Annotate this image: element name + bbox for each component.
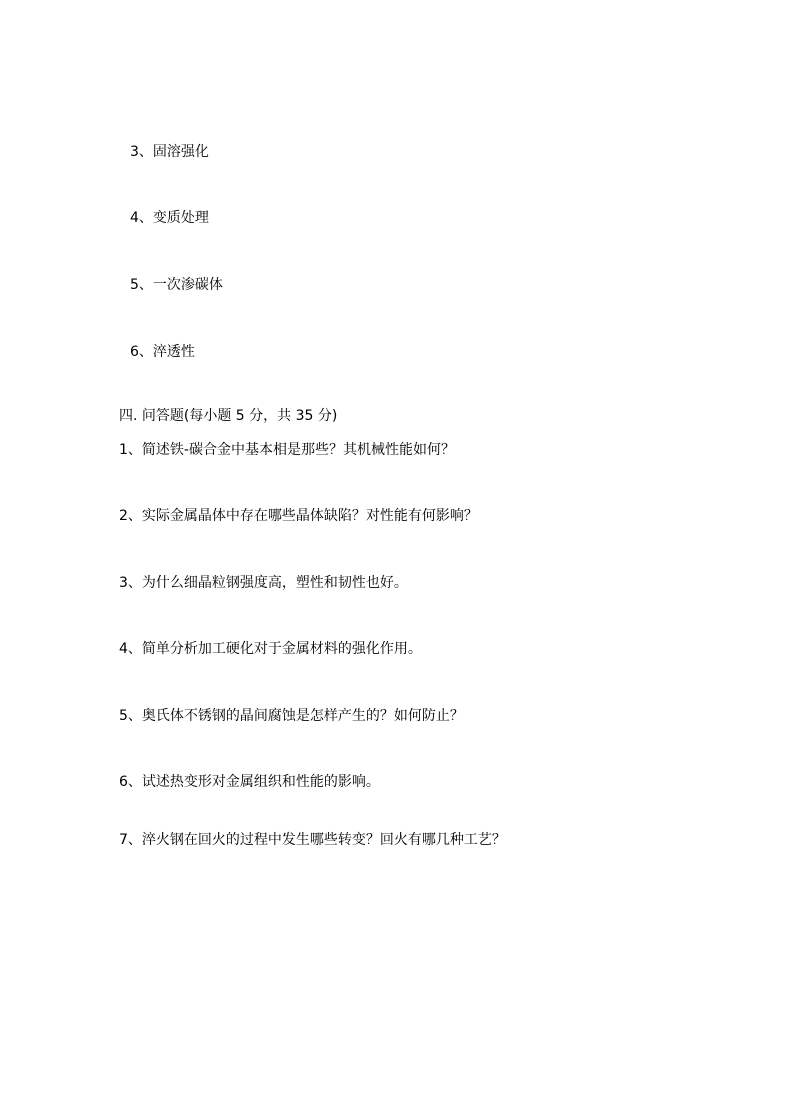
question-item: 6、试述热变形对金属组织和性能的影响。 bbox=[119, 774, 380, 790]
term-item: 3、固溶强化 bbox=[130, 144, 209, 160]
question-item: 3、为什么细晶粒钢强度高，塑性和韧性也好。 bbox=[119, 575, 408, 591]
question-item: 1、简述铁-碳合金中基本相是那些？其机械性能如何？ bbox=[119, 442, 455, 458]
term-item: 4、变质处理 bbox=[130, 210, 209, 226]
question-item: 5、奥氏体不锈钢的晶间腐蚀是怎样产生的？如何防止？ bbox=[119, 708, 464, 724]
question-item: 4、简单分析加工硬化对于金属材料的强化作用。 bbox=[119, 641, 422, 657]
term-item: 5、一次渗碳体 bbox=[130, 277, 223, 293]
section-heading: 四. 问答题(每小题 5 分，共 35 分) bbox=[119, 408, 338, 424]
question-item: 2、实际金属晶体中存在哪些晶体缺陷？对性能有何影响？ bbox=[119, 508, 478, 524]
question-item: 7、淬火钢在回火的过程中发生哪些转变？回火有哪几种工艺？ bbox=[119, 832, 506, 848]
term-item: 6、淬透性 bbox=[130, 344, 195, 360]
